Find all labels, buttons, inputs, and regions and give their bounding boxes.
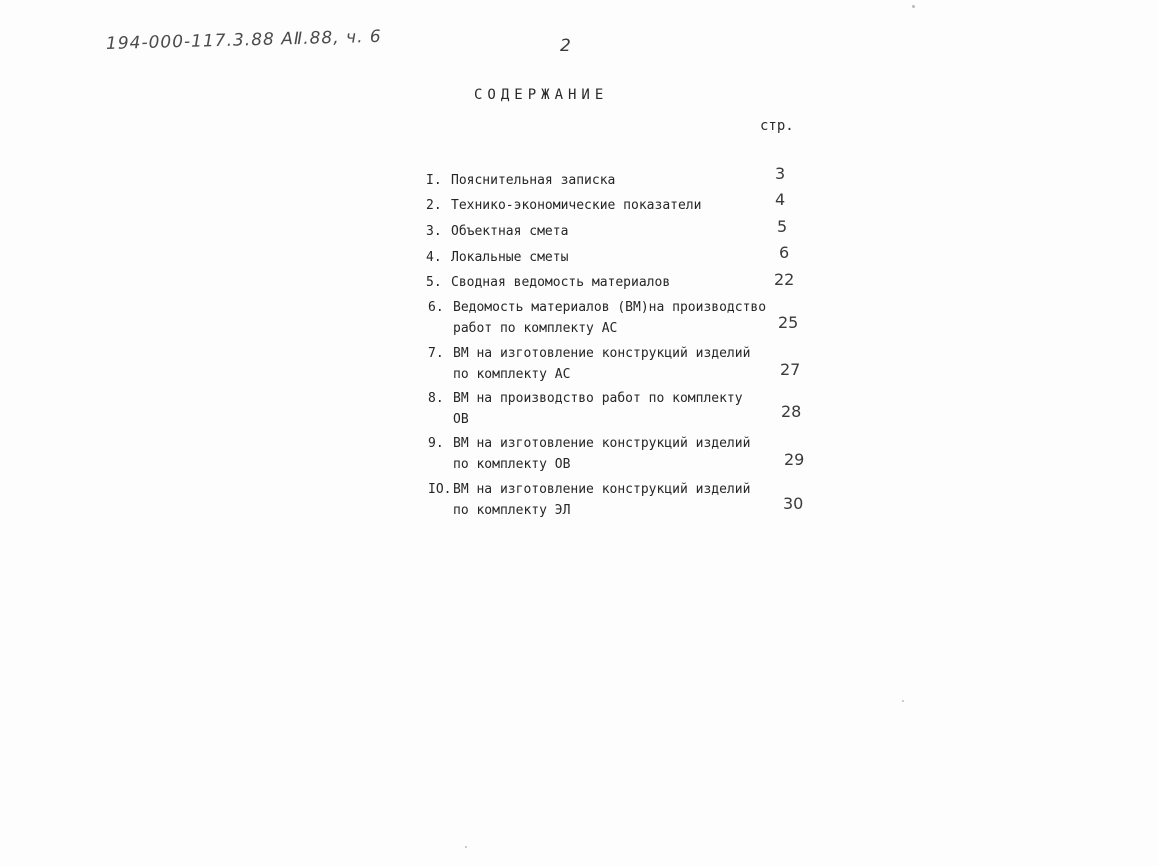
toc-item-title bbox=[451, 247, 568, 268]
toc-item-page: 4 bbox=[775, 190, 786, 209]
page-title: СОДЕРЖАНИЕ bbox=[474, 87, 609, 103]
toc-item-title-line: ВМ на производство работ по комплекту bbox=[453, 391, 743, 406]
toc-item-title-line: ВМ на изготовление конструкций изделий bbox=[453, 346, 751, 361]
page-column-label: стр. bbox=[760, 118, 794, 134]
toc-item-page: 5 bbox=[777, 217, 788, 236]
toc-item-number: 4. bbox=[426, 250, 442, 265]
toc-item-title bbox=[451, 272, 670, 293]
toc-item-number: I. bbox=[426, 173, 442, 188]
scan-speck bbox=[465, 846, 467, 848]
toc-item-title-line: Сводная ведомость материалов bbox=[451, 275, 671, 290]
toc-item-title-line: Локальные сметы bbox=[451, 250, 569, 265]
toc-item-page: 22 bbox=[774, 270, 795, 289]
toc-item-title-line: работ по комплекту АС bbox=[453, 321, 618, 336]
page-number: 2 bbox=[560, 36, 571, 56]
toc-item-page: 25 bbox=[778, 313, 799, 332]
toc-item-number: 6. bbox=[428, 300, 444, 315]
toc-item-title bbox=[453, 388, 743, 430]
toc-item-page: 29 bbox=[784, 450, 805, 469]
toc-item-number: 5. bbox=[426, 275, 442, 290]
toc-item-title-line: Объектная смета bbox=[451, 224, 569, 239]
toc-item-number: 9. bbox=[428, 436, 444, 451]
toc-item-page: 28 bbox=[781, 402, 802, 421]
toc-item-title-line: Ведомость материалов (ВМ)на производство bbox=[453, 300, 767, 315]
toc-item-title-line: по комплекту ЭЛ bbox=[453, 503, 571, 518]
toc-item-title bbox=[451, 195, 701, 216]
scan-speck bbox=[902, 700, 904, 702]
toc-item-title-line: ВМ на изготовление конструкций изделий bbox=[453, 482, 751, 497]
toc-item-title-line: Технико-экономические показатели bbox=[451, 198, 702, 213]
toc-item-page: 6 bbox=[779, 243, 790, 262]
toc-item-title-line: ВМ на изготовление конструкций изделий bbox=[453, 436, 751, 451]
toc-item-page: 27 bbox=[780, 360, 801, 379]
toc-item-title bbox=[453, 343, 750, 385]
toc-item-number: 3. bbox=[426, 224, 442, 239]
toc-item-title bbox=[453, 297, 766, 339]
toc-item-title-line: ОВ bbox=[453, 412, 469, 427]
toc-item-title bbox=[453, 479, 750, 521]
toc-item-title-line: по комплекту АС bbox=[453, 367, 571, 382]
toc-item-number: 8. bbox=[428, 391, 444, 406]
toc-item-title bbox=[451, 221, 568, 242]
toc-item-title bbox=[453, 433, 750, 475]
toc-item-title bbox=[451, 170, 615, 191]
toc-item-page: 30 bbox=[783, 494, 804, 513]
document-code: 194-000-117.3.88 АⅡ.88, ч. 6 bbox=[105, 26, 382, 54]
toc-item-page: 3 bbox=[775, 164, 786, 183]
scan-speck bbox=[912, 5, 915, 8]
toc-item-number: 7. bbox=[428, 346, 444, 361]
toc-item-title-line: по комплекту ОВ bbox=[453, 457, 571, 472]
toc-item-number: IO. bbox=[428, 482, 452, 497]
toc-item-title-line: Пояснительная записка bbox=[451, 173, 616, 188]
toc-item-number: 2. bbox=[426, 198, 442, 213]
